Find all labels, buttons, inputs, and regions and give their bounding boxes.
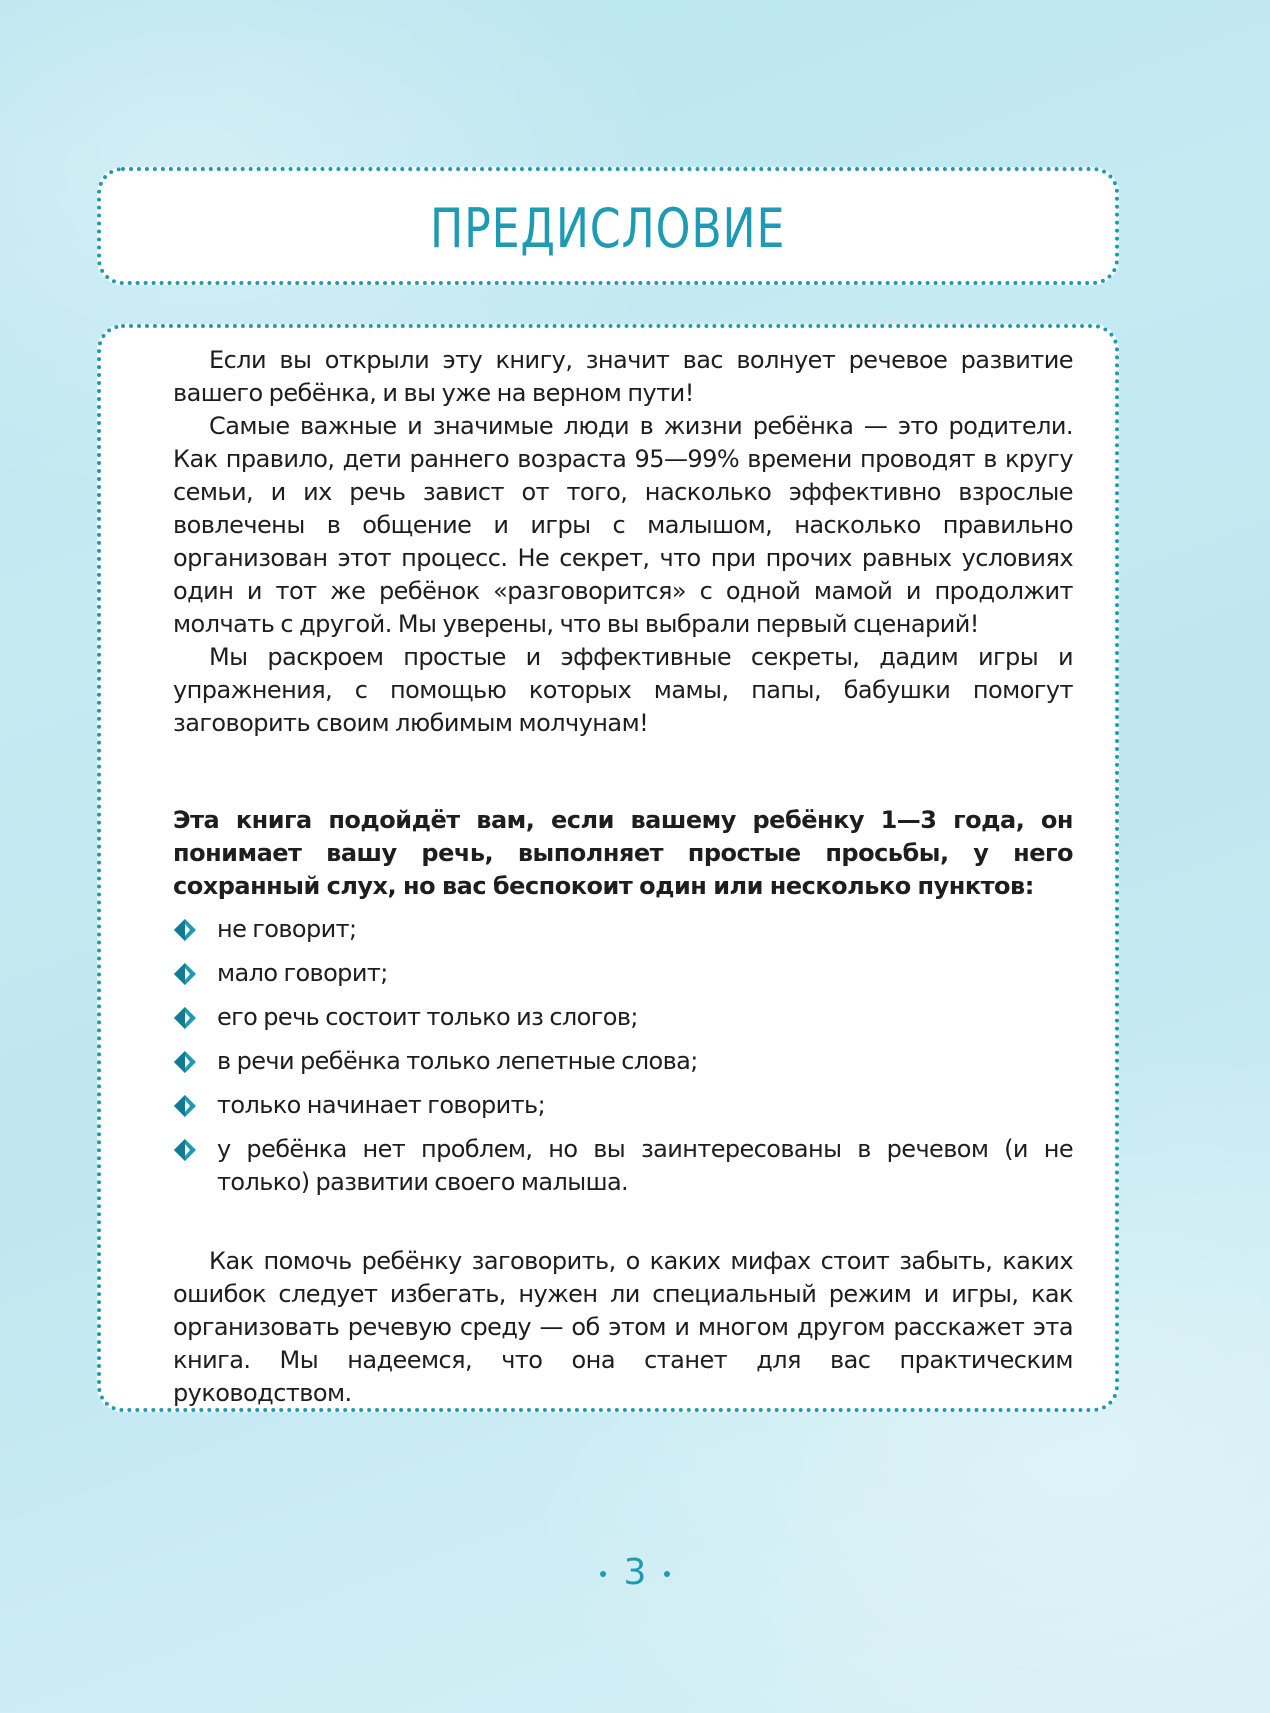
audience-list (173, 913, 1073, 1199)
page-number-footer (0, 1552, 1270, 1593)
diamond-bullet-icon (173, 918, 197, 942)
audience-lead: Эта книга подойдёт вам, если вашему ребёнку 1—3 года, он понимает вашу речь, выполняет простые просьбы, у него сохранный слух, но вас беспокоит один или несколько пунктов: (173, 806, 1073, 900)
list-item-text: только начинает говорить; (217, 1091, 546, 1119)
list-item (173, 957, 1073, 990)
list-item-text: в речи ребёнка только лепетные слова; (217, 1047, 698, 1075)
list-item (173, 1133, 1073, 1199)
page-title: ПРЕДИСЛОВИЕ (430, 196, 786, 260)
intro-paragraph-2: Самые важные и значимые люди в жизни ребёнка — это родители. Как правило, дети раннего возраста 95—99% времени проводят в кругу семьи, и их речь завист от того, насколько эффективно взрослые вовлечены в общение и игры с малышом, насколько правильно организован этот процесс. Не секрет, что при прочих равных условиях один и тот же ребёнок «разговорится» с одной мамой и продолжит молчать с другой. Мы уверены, что вы выбрали первый сценарий! (173, 412, 1073, 638)
page-number: 3 (623, 1552, 647, 1593)
list-item-text: мало говорит; (217, 959, 388, 987)
diamond-bullet-icon (173, 1138, 197, 1162)
page-number-right-dot (664, 1571, 670, 1577)
diamond-bullet-icon (173, 962, 197, 986)
list-item-text: не говорит; (217, 915, 357, 943)
page-number-left-dot (600, 1571, 606, 1577)
diamond-bullet-icon (173, 1006, 197, 1030)
intro-paragraph-3: Мы раскроем простые и эффективные секреты, дадим игры и упражнения, с помощью которых мамы, папы, бабушки помогут заговорить своим любимым молчунам! (173, 643, 1073, 737)
content-box (97, 324, 1119, 1412)
list-item (173, 913, 1073, 946)
closing-paragraph: Как помочь ребёнку заговорить, о каких мифах стоит забыть, каких ошибок следует избегать, нужен ли специальный режим и игры, как организовать речевую среду — об этом и многом другом расскажет эта книга. Мы надеемся, что она станет для вас практическим руководством. (173, 1247, 1073, 1407)
diamond-bullet-icon (173, 1050, 197, 1074)
list-item (173, 1089, 1073, 1122)
list-item (173, 1001, 1073, 1034)
intro-paragraph-1: Если вы открыли эту книгу, значит вас волнует речевое развитие вашего ребёнка, и вы уже на верном пути! (173, 346, 1073, 407)
list-item-text: его речь состоит только из слогов; (217, 1003, 638, 1031)
title-box (97, 167, 1119, 285)
list-item (173, 1045, 1073, 1078)
list-item-text: у ребёнка нет проблем, но вы заинтересованы в речевом (и не только) развитии своего малыша. (217, 1135, 1073, 1196)
diamond-bullet-icon (173, 1094, 197, 1118)
